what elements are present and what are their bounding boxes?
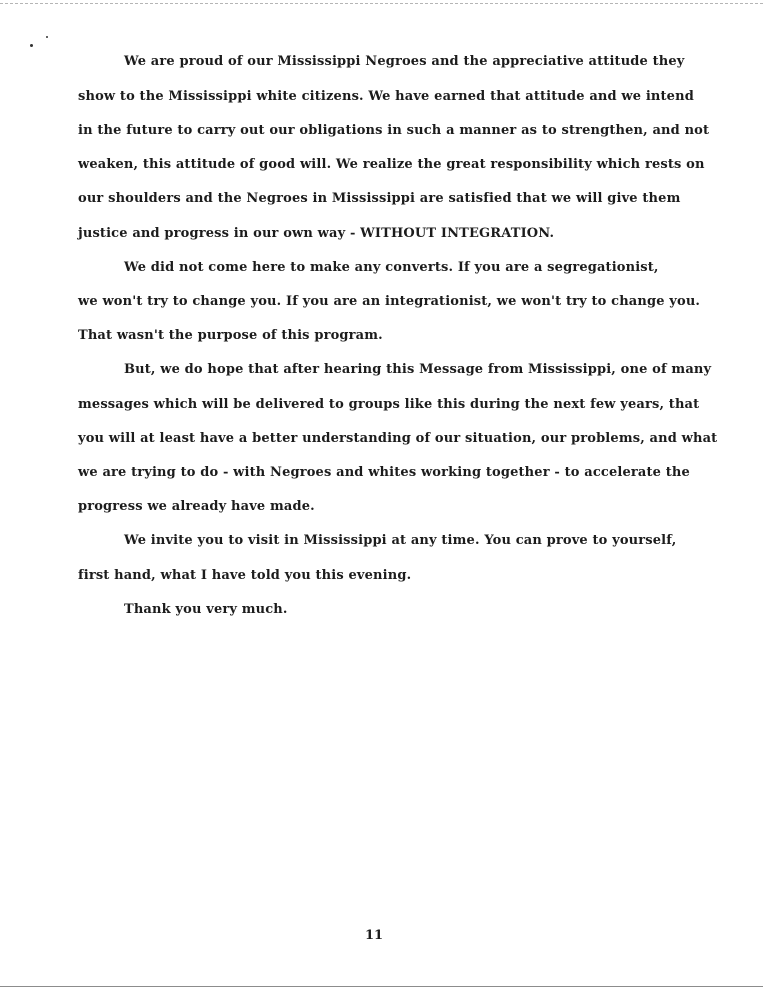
text-line: in the future to carry out our obligations in such a manner as to strengthen, and not [78,123,710,138]
text-line: That wasn't the purpose of this program. [78,328,383,343]
text-line: Thank you very much. [124,602,288,617]
top-border [0,3,763,4]
text-line: We are proud of our Mississippi Negroes and the appreciative attitude they [124,54,685,69]
text-line: We did not come here to make any converts. If you are a segregationist, [124,260,659,275]
scan-speck [30,44,33,47]
text-line: We invite you to visit in Mississippi at any time. You can prove to yourself, [124,533,677,548]
bottom-rule [0,986,763,987]
text-line: we won't try to change you. If you are an integrationist, we won't try to change you. [78,294,701,309]
text-line: we are trying to do - with Negroes and whites working together - to accelerate the [78,465,690,480]
text-line: you will at least have a better understanding of our situation, our problems, and what [78,431,718,446]
text-line: first hand, what I have told you this evening. [78,568,412,583]
scan-speck [46,36,48,38]
text-line: But, we do hope that after hearing this Message from Mississippi, one of many [124,362,712,377]
text-line: justice and progress in our own way - WITHOUT INTEGRATION. [78,226,555,241]
text-line: progress we already have made. [78,499,315,514]
text-line: our shoulders and the Negroes in Mississippi are satisfied that we will give them [78,191,681,206]
text-line: messages which will be delivered to groups like this during the next few years, that [78,397,700,412]
page-number: 11 [365,928,384,943]
text-line: weaken, this attitude of good will. We realize the great responsibility which rests on [78,157,705,172]
text-line: show to the Mississippi white citizens. We have earned that attitude and we intend [78,89,694,104]
